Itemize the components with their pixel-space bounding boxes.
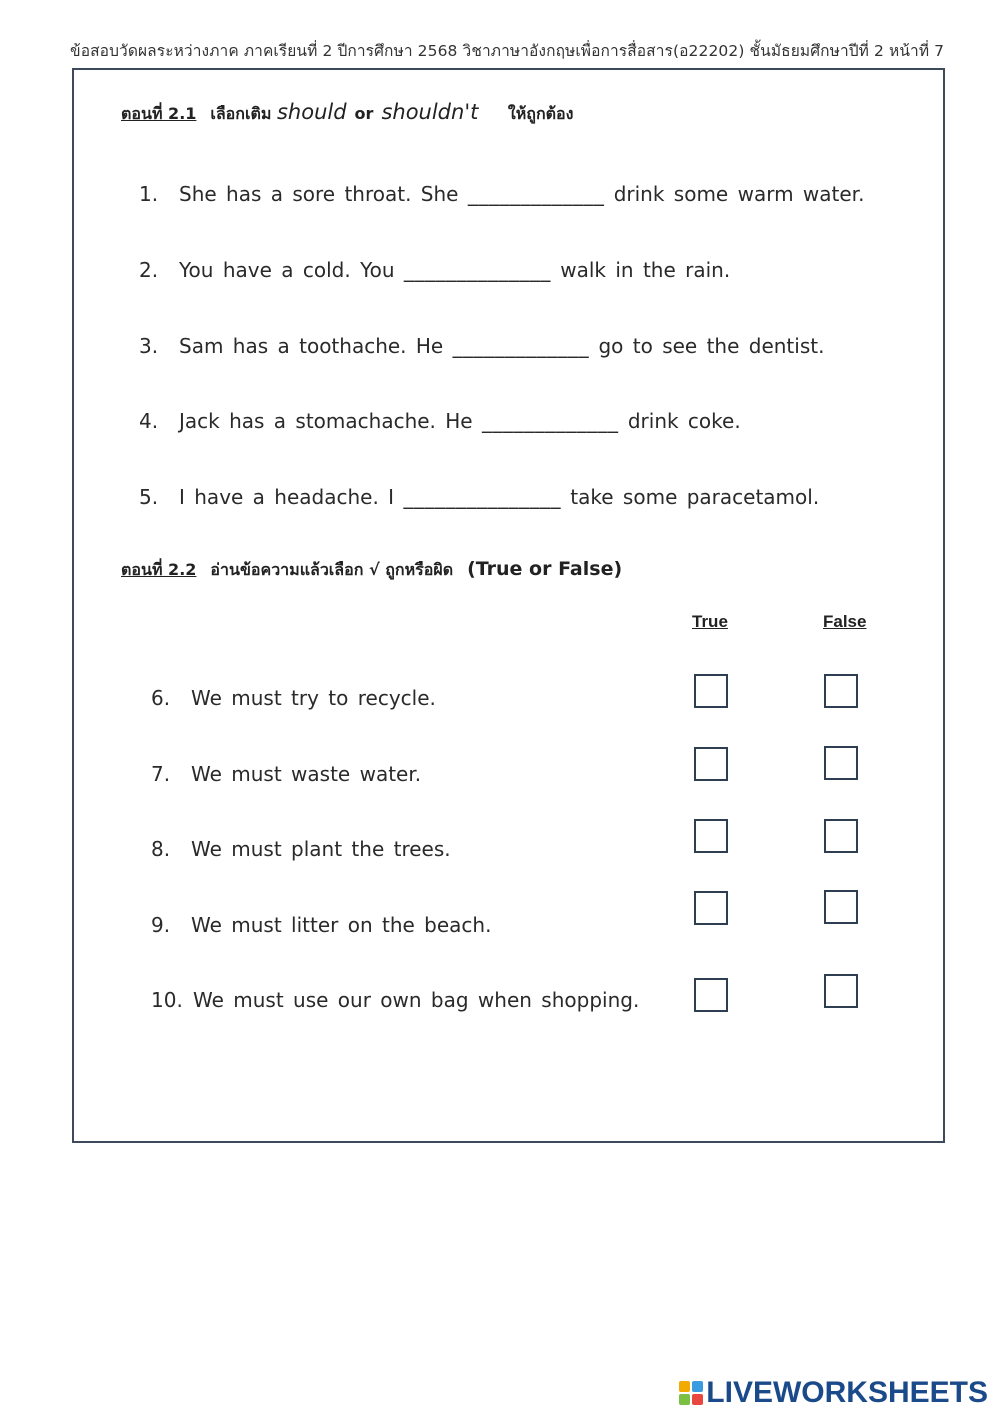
question-number: 3. bbox=[139, 334, 159, 358]
statement-8 bbox=[151, 837, 451, 861]
statement-text: We must plant the trees. bbox=[191, 837, 451, 861]
question-number: 2. bbox=[139, 258, 159, 282]
answer-blank[interactable]: _______________ bbox=[403, 485, 561, 509]
statement-6 bbox=[151, 686, 436, 710]
question-text-after: drink coke. bbox=[627, 409, 741, 433]
question-text: I have a headache. I bbox=[179, 485, 395, 509]
worksheet-frame bbox=[72, 68, 945, 1143]
question-text: Sam has a toothache. He bbox=[179, 334, 444, 358]
question-2 bbox=[139, 258, 730, 282]
section-2-1-instruction: เลือกเติม bbox=[210, 104, 272, 123]
brand-name: LIVEWORKSHEETS bbox=[706, 1376, 988, 1409]
question-text-after: walk in the rain. bbox=[560, 258, 731, 282]
question-number: 4. bbox=[139, 409, 159, 433]
question-number: 1. bbox=[139, 182, 159, 206]
question-1 bbox=[139, 182, 864, 206]
statement-9 bbox=[151, 913, 491, 937]
word-or: or bbox=[354, 104, 374, 123]
logo-square bbox=[692, 1381, 703, 1392]
answer-blank[interactable]: _____________ bbox=[452, 334, 590, 358]
question-text-after: drink some warm water. bbox=[613, 182, 865, 206]
liveworksheets-brand[interactable] bbox=[679, 1376, 988, 1410]
statement-7 bbox=[151, 762, 421, 786]
statement-text: We must use our own bag when shopping. bbox=[193, 988, 640, 1012]
answer-blank[interactable]: _____________ bbox=[467, 182, 605, 206]
column-header-true: True bbox=[692, 612, 728, 631]
checkbox-false-8[interactable] bbox=[824, 819, 858, 853]
section-2-2-instruction: อ่านข้อความแล้วเลือก √ ถูกหรือผิด bbox=[210, 560, 454, 579]
logo-square bbox=[692, 1394, 703, 1405]
answer-blank[interactable]: ______________ bbox=[403, 258, 551, 282]
checkbox-false-7[interactable] bbox=[824, 746, 858, 780]
checkbox-false-9[interactable] bbox=[824, 890, 858, 924]
section-2-1-suffix: ให้ถูกต้อง bbox=[507, 104, 574, 123]
column-header-false: False bbox=[823, 612, 867, 631]
question-4 bbox=[139, 409, 741, 433]
page-header: ข้อสอบวัดผลระหว่างภาค ภาคเรียนที่ 2 ปีการศึกษา 2568 วิชาภาษาอังกฤษเพื่อการสื่อสาร(อ22202) ชั้นมัธยมศึกษาปีที่ 2 หน้าที่ 7 bbox=[70, 42, 945, 60]
liveworksheets-logo-icon bbox=[679, 1381, 703, 1405]
section-2-2-english: (True or False) bbox=[467, 558, 623, 580]
word-should: should bbox=[276, 100, 347, 124]
checkbox-true-8[interactable] bbox=[694, 819, 728, 853]
statement-number: 9. bbox=[151, 913, 171, 937]
question-text: Jack has a stomachache. He bbox=[179, 409, 473, 433]
question-text-after: go to see the dentist. bbox=[598, 334, 825, 358]
checkbox-false-10[interactable] bbox=[824, 974, 858, 1008]
statement-text: We must litter on the beach. bbox=[191, 913, 492, 937]
logo-square bbox=[679, 1394, 690, 1405]
question-text-after: take some paracetamol. bbox=[570, 485, 820, 509]
section-2-1-title bbox=[121, 100, 573, 127]
statement-10 bbox=[151, 988, 639, 1012]
statement-number: 7. bbox=[151, 762, 171, 786]
section-2-2-title bbox=[121, 558, 622, 583]
statement-number: 10. bbox=[151, 988, 183, 1012]
question-5 bbox=[139, 485, 819, 509]
question-number: 5. bbox=[139, 485, 159, 509]
question-text: You have a cold. You bbox=[179, 258, 395, 282]
section-2-1-label: ตอนที่ 2.1 bbox=[121, 104, 197, 123]
word-shouldnt: shouldn't bbox=[381, 100, 479, 124]
statement-number: 8. bbox=[151, 837, 171, 861]
question-text: She has a sore throat. She bbox=[179, 182, 459, 206]
statement-number: 6. bbox=[151, 686, 171, 710]
statement-text: We must waste water. bbox=[191, 762, 422, 786]
question-3 bbox=[139, 334, 824, 358]
checkbox-true-6[interactable] bbox=[694, 674, 728, 708]
section-2-2-label: ตอนที่ 2.2 bbox=[121, 560, 197, 579]
checkbox-true-9[interactable] bbox=[694, 891, 728, 925]
answer-blank[interactable]: _____________ bbox=[481, 409, 619, 433]
statement-text: We must try to recycle. bbox=[191, 686, 436, 710]
checkbox-false-6[interactable] bbox=[824, 674, 858, 708]
checkbox-true-10[interactable] bbox=[694, 978, 728, 1012]
checkbox-true-7[interactable] bbox=[694, 747, 728, 781]
logo-square bbox=[679, 1381, 690, 1392]
